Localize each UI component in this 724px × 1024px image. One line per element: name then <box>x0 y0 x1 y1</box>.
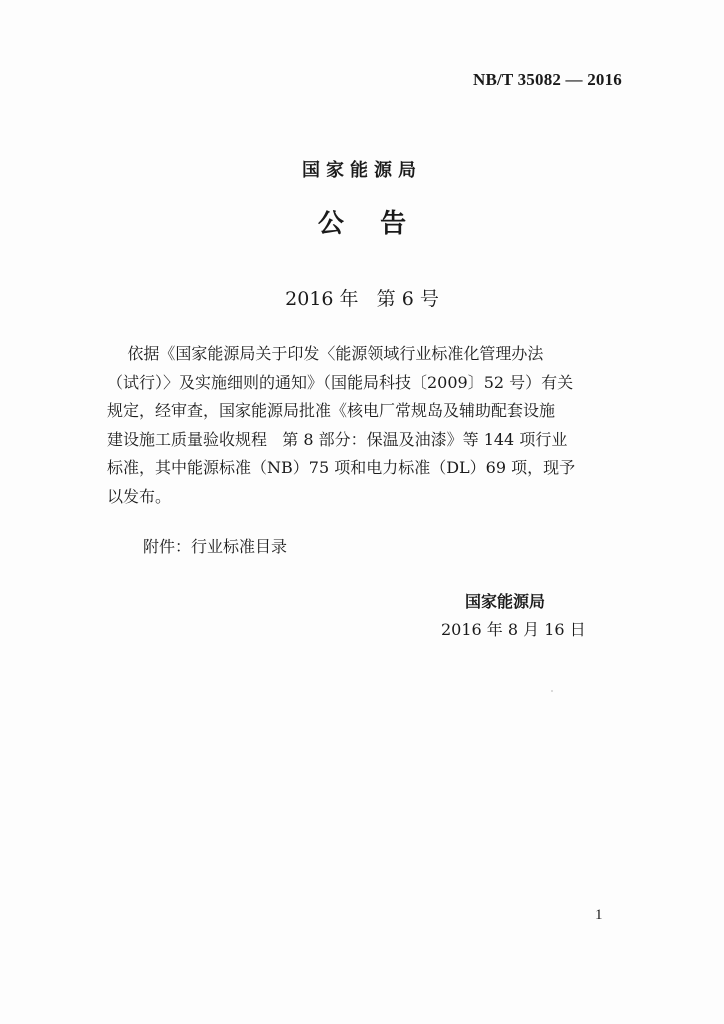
announcement-title: 公 告 <box>317 209 407 239</box>
attachment-note: 附件：行业标准目录 <box>143 537 288 556</box>
issuer-heading: 国家能源局 <box>302 160 422 181</box>
body-line: 规定，经审查，国家能源局批准《核电厂常规岛及辅助配套设施 <box>107 401 556 420</box>
body-line: 标准，其中能源标准（NB）75 项和电力标准（DL）69 项，现予 <box>107 458 576 477</box>
page-number: 1 <box>595 907 603 923</box>
body-line: 以发布。 <box>107 486 172 506</box>
body-line: 依据《国家能源局关于印发〈能源领域行业标准化管理办法 <box>107 344 544 363</box>
body-line: 建设施工质量验收规程 第 8 部分：保温及油漆》等 144 项行业 <box>107 429 568 449</box>
announcement-body <box>107 340 617 511</box>
signature-issuer: 国家能源局 <box>465 592 546 611</box>
document-number: 2016 年 第 6 号 <box>285 288 439 310</box>
body-line: （试行）〉及实施细则的通知》（国能局科技〔2009〕52 号）有关 <box>107 372 574 392</box>
standard-code: NB/T 35082 — 2016 <box>472 70 622 89</box>
signature-date: 2016 年 8 月 16 日 <box>441 620 586 639</box>
scan-speck <box>551 690 553 692</box>
